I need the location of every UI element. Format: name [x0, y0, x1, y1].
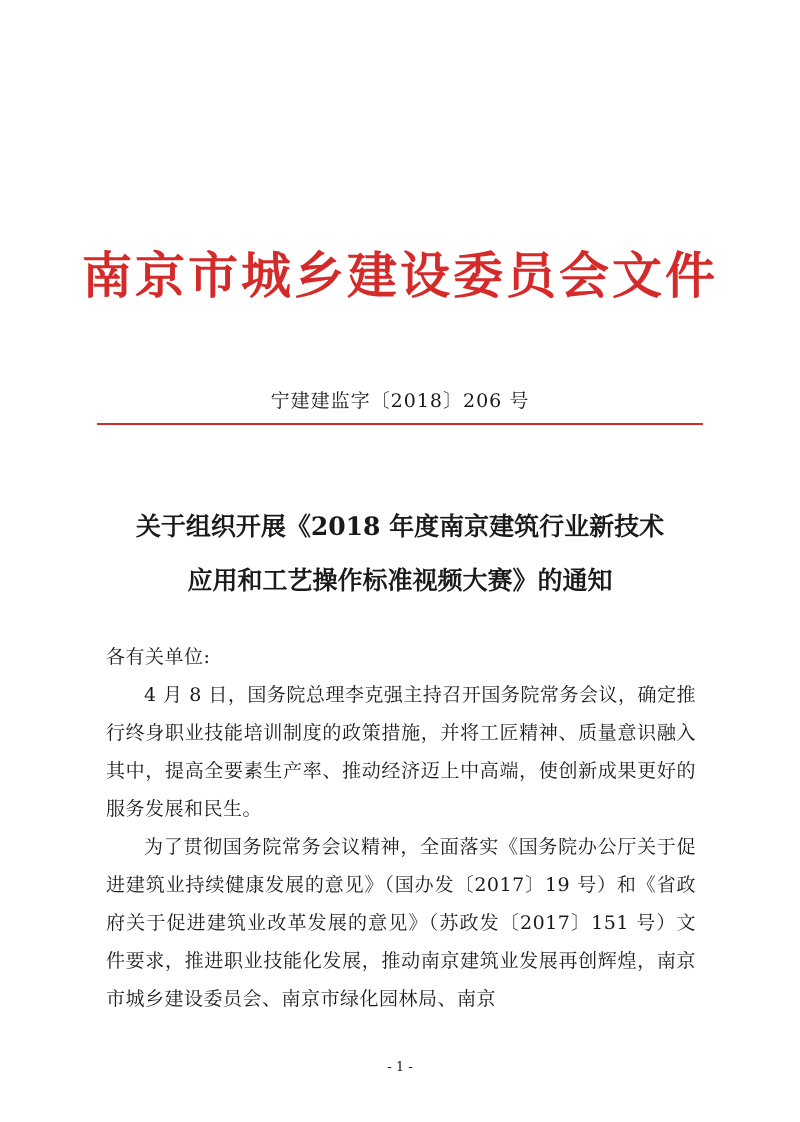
body-paragraph-2: 为了贯彻国务院常务会议精神，全面落实《国务院办公厅关于促进建筑业持续健康发展的意见》（国办发〔2017〕19 号）和《省政府关于促进建筑业改革发展的意见》（苏政发〔2017〕151 号）文件要求，推进职业技能化发展，推动南京建筑业发展再创辉煌，南京市城乡建设委员会、南京市绿化园林局、南京	[106, 836, 696, 1010]
notice-body	[106, 638, 696, 1018]
document-number: 宁建建监字〔2018〕206 号	[270, 390, 530, 412]
page-number: - 1 -	[387, 1060, 413, 1075]
notice-title-line-1: 关于组织开展《2018 年度南京建筑行业新技术	[135, 512, 665, 541]
document-masthead: 南京市城乡建设委员会文件	[82, 246, 718, 305]
salutation: 各有关单位:	[106, 646, 211, 668]
notice-title-line-2: 应用和工艺操作标准视频大赛》的通知	[187, 566, 613, 595]
red-divider-line	[97, 423, 703, 425]
body-paragraph-1: 4 月 8 日，国务院总理李克强主持召开国务院常务会议，确定推行终身职业技能培训制度的政策措施，并将工匠精神、质量意识融入其中，提高全要素生产率、推动经济迈上中高端，使创新成果更好的服务发展和民生。	[106, 684, 696, 820]
notice-title	[0, 500, 800, 608]
